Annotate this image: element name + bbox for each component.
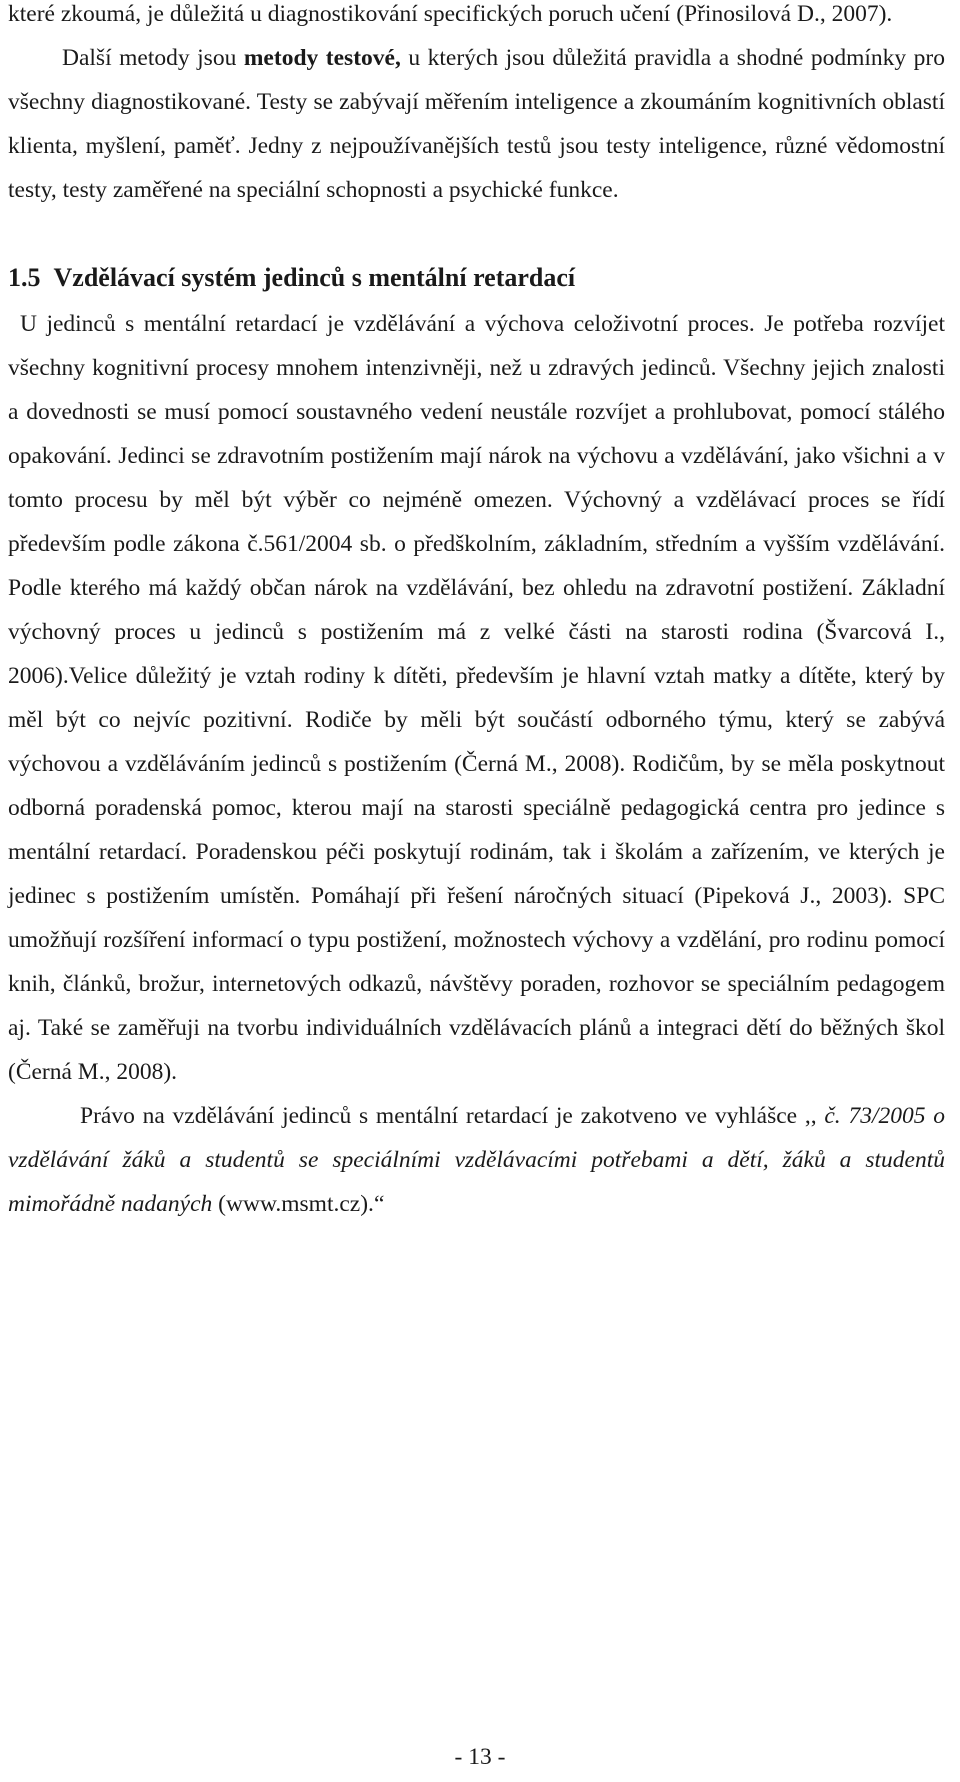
paragraph-test-methods: [8, 36, 945, 212]
text-segment: U jedinců s mentální retardací je vzdělávání a výchova celoživotní proces. Je potřeba rozvíjet všechny kognitivní procesy mnohem intenzivněji, než u zdravých jedinců. Všechny jejich znalosti a dovednosti se musí pomocí soustavného vedení neustále rozvíjet a prohlubovat, pomocí stálého opakování. Jedinci se zdravotním postižením mají nárok na výchovu a vzdělávání, jako všichni a v tomto procesu by měl být výběr co nejméně omezen. Výchovný a vzdělávací proces se řídí především podle zákona č.561/2004 sb. o předškolním, základním, středním a vyšším vzdělávání. Podle kterého má každý občan nárok na vzdělávání, bez ohledu na zdravotní postižení. Základní výchovný proces u jedinců s postižením má z velké části na starosti rodina (Švarcová I., 2006).Velice důležitý je vztah rodiny k dítěti, především je hlavní vztah matky a dítěte, který by měl být co nejvíc pozitivní. Rodiče by měli být součástí odborného týmu, který se zabývá výchovou a vzděláváním jedinců s postižením (Černá M., 2008). Rodičům, by se měla poskytnout odborná poradenská pomoc, kterou mají na starosti speciálně pedagogická centra pro jedince s mentální retardací. Poradenskou péči poskytují rodinám, tak i školám a zařízením, ve kterých je jedinec s postižením umístěn. Pomáhají při řešení náročných situací (Pipeková J., 2003). SPC umožňují rozšíření informací o typu postižení, možnostech výchovy a vzdělání, pro rodinu pomocí knih, článků, brožur, internetových odkazů, návštěvy poraden, rozhovor se speciálním pedagogem aj. Také se zaměřuji na tvorbu individuálních vzdělávacích plánů a integraci dětí do běžných škol (Černá M., 2008).: [8, 311, 945, 1085]
page-number: - 13 -: [454, 1744, 506, 1770]
text-segment: (www.msmt.cz).: [212, 1191, 374, 1217]
section-number: 1.5: [8, 263, 41, 292]
document-page: [8, 0, 945, 1226]
section-title: Vzdělávací systém jedinců s mentální retardací: [53, 263, 576, 292]
section-heading: [8, 260, 945, 296]
text-segment: č. 73/2005 o vzdělávání žáků a studentů se speciálními vzdělávacími potřebami a dětí, žáků a studentů mimořádně nadaných: [8, 1103, 945, 1217]
text-segment: metody testové,: [243, 45, 401, 71]
text-segment: u kterých jsou důležitá pravidla a shodné podmínky pro všechny diagnostikované. Testy se zabývají měřením inteligence a zkoumáním kognitivních oblastí klienta, myšlení, paměť. Jedny z nejpoužívanějších testů jsou testy inteligence, různé vědomostní testy, testy zaměřené na speciální schopnosti a psychické funkce.: [8, 45, 945, 203]
text-segment: “: [373, 1191, 385, 1217]
paragraph-continuation: [8, 0, 945, 36]
paragraph-education-system: [8, 302, 945, 1094]
text-segment: Další metody jsou: [62, 45, 244, 71]
paragraph-legal-right: [8, 1094, 945, 1226]
text-segment: Právo na vzdělávání jedinců s mentální retardací je zakotveno ve vyhlášce ,,: [80, 1103, 825, 1129]
text-segment: které zkoumá, je důležitá u diagnostikování specifických poruch učení (Přinosilová D., 2007).: [8, 1, 893, 27]
